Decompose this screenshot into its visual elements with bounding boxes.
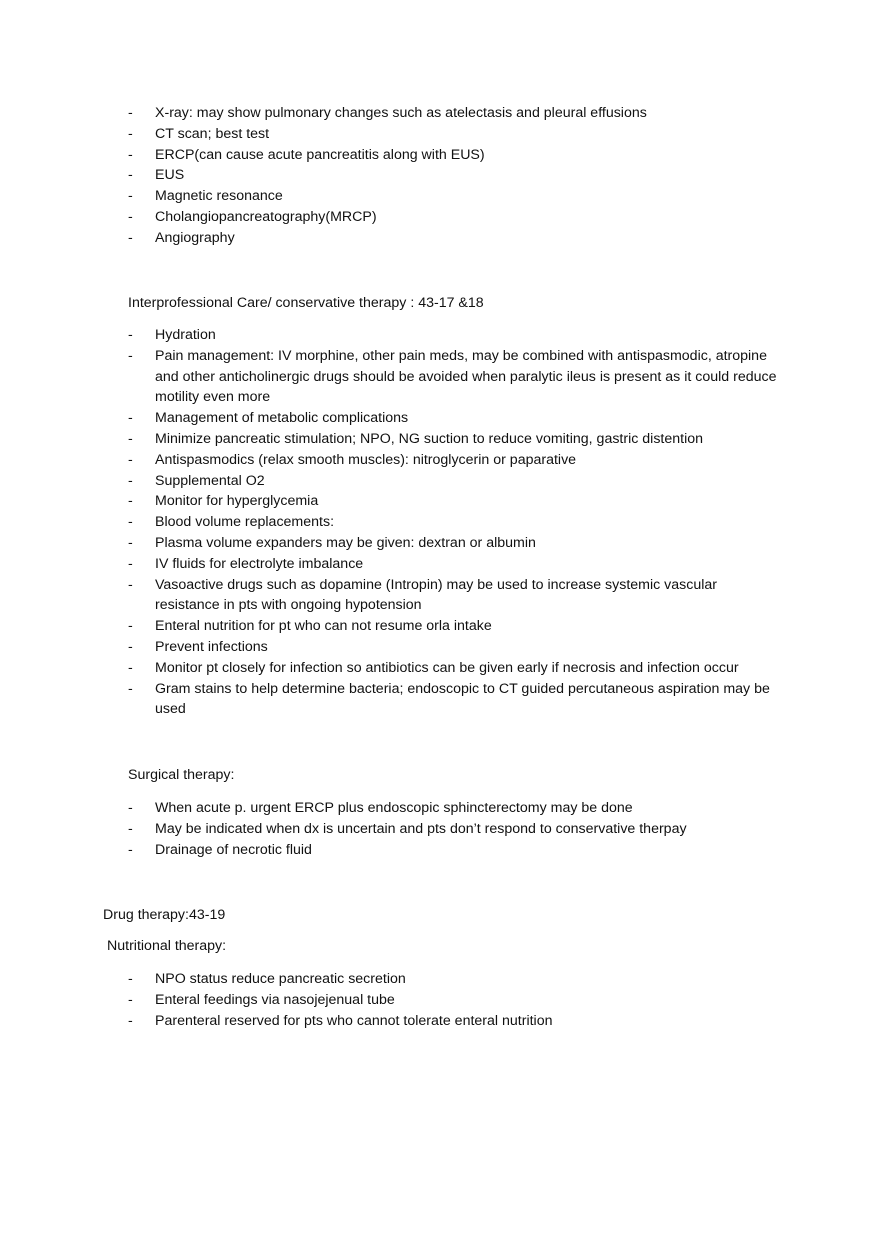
drug-therapy-heading: Drug therapy:43-19 [103,907,226,923]
list-item: - EUS [128,165,778,186]
list-item: - IV fluids for electrolyte imbalance [128,554,778,575]
list-item: - May be indicated when dx is uncertain and pts don’t respond to conservative therpay [128,819,778,840]
list-item: - When acute p. urgent ERCP plus endoscopic sphincterectomy may be done [128,798,778,819]
list-item: - Angiography [128,228,778,249]
list-item: - Cholangiopancreatography(MRCP) [128,207,778,228]
interprofessional-list [128,325,778,720]
list-item: - Parenteral reserved for pts who cannot tolerate enteral nutrition [128,1011,778,1032]
list-item: - Hydration [128,325,778,346]
list-item: - Monitor pt closely for infection so antibiotics can be given early if necrosis and infection occur [128,658,778,679]
surgical-list [128,798,778,860]
surgical-heading: Surgical therapy: [128,767,235,783]
list-item: - Blood volume replacements: [128,512,778,533]
list-item: - Supplemental O2 [128,471,778,492]
list-item: - Gram stains to help determine bacteria; endoscopic to CT guided percutaneous aspiration may be used [128,679,778,721]
list-item: - Management of metabolic complications [128,408,778,429]
list-item: - CT scan; best test [128,124,778,145]
diagnostics-list [128,103,778,249]
list-item: - Vasoactive drugs such as dopamine (Intropin) may be used to increase systemic vascular resistance in pts with ongoing hypotension [128,575,778,617]
interprofessional-heading: Interprofessional Care/ conservative therapy : 43-17 &18 [128,295,484,311]
list-item: - ERCP(can cause acute pancreatitis along with EUS) [128,145,778,166]
list-item: - Minimize pancreatic stimulation; NPO, NG suction to reduce vomiting, gastric distention [128,429,778,450]
list-item: - Monitor for hyperglycemia [128,491,778,512]
list-item: - NPO status reduce pancreatic secretion [128,969,778,990]
list-item: - X-ray: may show pulmonary changes such as atelectasis and pleural effusions [128,103,778,124]
list-item: - Plasma volume expanders may be given: dextran or albumin [128,533,778,554]
list-item: - Magnetic resonance [128,186,778,207]
list-item: - Pain management: IV morphine, other pain meds, may be combined with antispasmodic, atropine and other anticholinergic drugs should be avoided when paralytic ileus is present as it could reduce motility even more [128,346,778,408]
nutritional-list [128,969,778,1031]
list-item: - Prevent infections [128,637,778,658]
list-item: - Enteral nutrition for pt who can not resume orla intake [128,616,778,637]
nutritional-heading: Nutritional therapy: [107,938,227,954]
list-item: - Drainage of necrotic fluid [128,840,778,861]
list-item: - Enteral feedings via nasojejenual tube [128,990,778,1011]
list-item: - Antispasmodics (relax smooth muscles): nitroglycerin or paparative [128,450,778,471]
